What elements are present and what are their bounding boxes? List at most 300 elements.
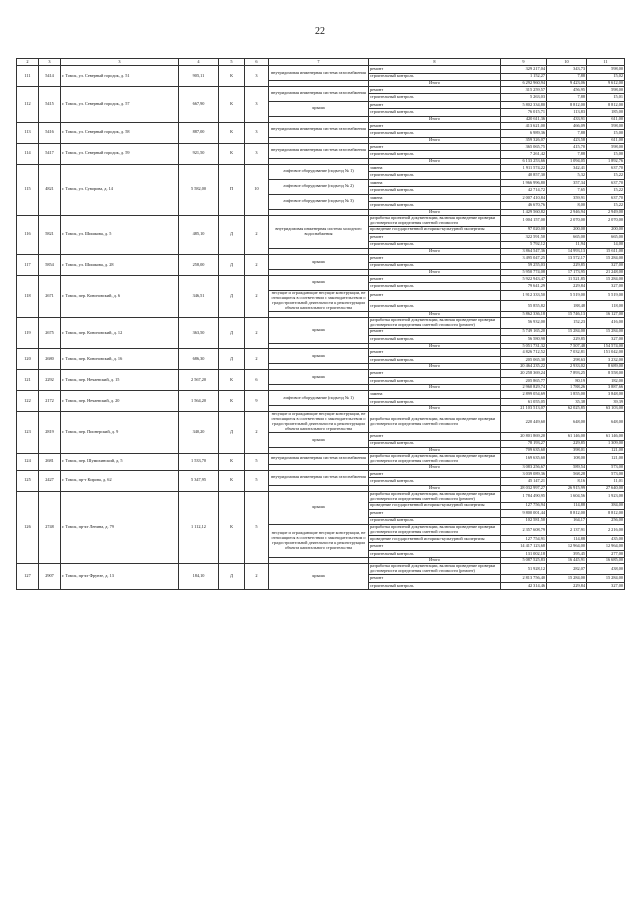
limit-cost-value: 611,00 (587, 116, 625, 122)
house-address: г. Томск, ул. Северный городок, д. 58 (61, 122, 179, 143)
house-address: г. Томск, ул. Северный городок, д. 59 (61, 143, 179, 164)
wall-type: К (219, 143, 245, 164)
cost-value: 127 756,94 (501, 502, 547, 510)
limit-cost-value: 11,01 (587, 478, 625, 486)
table-row (17, 370, 625, 378)
cost-value: 3 864 547,36 (501, 249, 547, 255)
unit-cost-value: 7,88 (547, 73, 587, 81)
unit-cost-value: 14 993,13 (547, 249, 587, 255)
table-row (17, 164, 625, 172)
cost-value: 169 635,60 (501, 453, 547, 464)
cost-value: 28 032 997,27 (501, 485, 547, 491)
total-label: Итого (369, 270, 501, 276)
limit-cost-value: 61 146,00 (587, 433, 625, 441)
unit-cost-value: 11 521,85 (547, 275, 587, 283)
house-area: 1 533,70 (179, 453, 219, 470)
unit-cost-value: 15 284,00 (547, 328, 587, 336)
service-label: ремонт (369, 143, 501, 151)
unit-cost-value: 7,65 (547, 187, 587, 195)
unit-cost-value: 2 137,91 (547, 525, 587, 536)
house-area: 485,10 (179, 215, 219, 254)
service-label: ремонт (369, 234, 501, 242)
cost-value: 5 749 165,20 (501, 328, 547, 336)
cost-value: 42 714,72 (501, 187, 547, 195)
cost-value: 21 103 513,07 (501, 406, 547, 412)
unit-cost-value: 648,00 (547, 412, 587, 433)
cost-value: 76 015,71 (501, 109, 547, 117)
limit-cost-value: 3 232,00 (587, 356, 625, 364)
floor-count: 10 (245, 164, 269, 215)
column-number-row (17, 59, 625, 66)
column-number: 8 (369, 59, 501, 66)
floor-count: 5 (245, 470, 269, 491)
limit-cost-value: 3 887,66 (587, 385, 625, 391)
limit-cost-value: 8 812,00 (587, 101, 625, 109)
floor-count: 2 (245, 215, 269, 254)
service-label: строительный контроль (369, 478, 501, 486)
cost-value: 131 002,18 (501, 550, 547, 558)
service-label: ремонт (369, 433, 501, 441)
table-row (17, 412, 625, 433)
cost-value: 45 147,21 (501, 478, 547, 486)
limit-cost-value: 637,70 (587, 179, 625, 187)
column-number: 10 (547, 59, 587, 66)
unit-cost-value: 13 572,17 (547, 255, 587, 263)
limit-cost-value: 15,00 (587, 130, 625, 138)
column-number: 3 (61, 59, 179, 66)
unit-cost-value: 35,38 (547, 398, 587, 406)
service-label: ремонт (369, 510, 501, 518)
table-row (17, 453, 625, 464)
work-type: несущие и ограждающие несущие конструкции, не относящиеся в соответствии с законодательством о градостроительной деятельности к реконструкции объекта капитального строительства (269, 290, 369, 311)
limit-cost-value: 15 284,00 (587, 275, 625, 283)
unit-cost-value: 1 855,00 (547, 391, 587, 399)
limit-cost-value: 2 070,00 (587, 215, 625, 226)
limit-cost-value: 327,00 (587, 262, 625, 270)
cost-value: 102 581,50 (501, 517, 547, 525)
row-number: 123 (17, 412, 39, 454)
row-number: 114 (17, 143, 39, 164)
house-code: 2748 (39, 491, 61, 564)
limit-cost-value: 1 892,76 (587, 158, 625, 164)
limit-cost-value: 27 640,00 (587, 485, 625, 491)
house-area: 686,30 (179, 349, 219, 370)
floor-count: 3 (245, 143, 269, 164)
unit-cost-value: 7,88 (547, 151, 587, 159)
unit-cost-value: 229,84 (547, 283, 587, 291)
total-label: Итого (369, 485, 501, 491)
row-number: 118 (17, 275, 39, 317)
column-number: 3 (39, 59, 61, 66)
cost-value: 3 039 089,36 (501, 470, 547, 478)
cost-value: 3 495 047,25 (501, 255, 547, 263)
work-type: внутридомовая инженерная система холодного водоснабжения (269, 215, 369, 248)
service-label: замена (369, 391, 501, 399)
service-label: строительный контроль (369, 202, 501, 210)
cost-value: 1 429 560,82 (501, 209, 547, 215)
cost-value: 20 258 369,24 (501, 370, 547, 378)
limit-cost-value: 15,22 (587, 172, 625, 180)
cost-value: 2 357 608,79 (501, 525, 547, 536)
limit-cost-value: 648,00 (587, 412, 625, 433)
unit-cost-value: 114,88 (547, 502, 587, 510)
unit-cost-value: 152,23 (547, 317, 587, 328)
cost-value: 20 801 869,20 (501, 433, 547, 441)
cost-value: 55 855,82 (501, 301, 547, 311)
floor-count: 2 (245, 564, 269, 590)
limit-cost-value: 573,00 (587, 464, 625, 470)
unit-cost-value: 164,17 (547, 517, 587, 525)
house-address: г. Томск, пер. Нечаевский, д. 15 (61, 370, 179, 391)
wall-type: К (219, 86, 245, 122)
limit-cost-value: 8 689,00 (587, 364, 625, 370)
wall-type: К (219, 66, 245, 87)
work-type: лифтовое оборудование (подъезд № 1) (269, 164, 369, 179)
limit-cost-value: 182,00 (587, 377, 625, 385)
wall-type: К (219, 391, 245, 412)
unit-cost-value: 589,54 (547, 464, 587, 470)
cost-value: 5 862 336,18 (501, 311, 547, 317)
limit-cost-value: 15,00 (587, 151, 625, 159)
service-label: ремонт (369, 122, 501, 130)
cost-value: 78 193,27 (501, 440, 547, 448)
house-address: г. Томск, пр-кт Фрунзе, д. 13 (61, 564, 179, 590)
house-address: г. Томск, пер. Пионерский, д. 9 (61, 412, 179, 454)
house-area: 887,00 (179, 122, 219, 143)
unit-cost-value: 12 964,00 (547, 543, 587, 551)
house-code: 2681 (39, 453, 61, 470)
wall-type: Д (219, 215, 245, 254)
total-label: Итого (369, 158, 501, 164)
unit-cost-value: 7 507,48 (547, 343, 587, 349)
limit-cost-value: 15,22 (587, 202, 625, 210)
unit-cost-value: 423,58 (547, 137, 587, 143)
floor-count: 9 (245, 391, 269, 412)
house-address: г. Томск, ул. Суворова, д. 14 (61, 164, 179, 215)
unit-cost-value: 229,85 (547, 336, 587, 344)
service-label: ремонт (369, 470, 501, 478)
house-code: 5854 (39, 255, 61, 276)
limit-cost-value: 16 127,00 (587, 311, 625, 317)
house-area: 5 347,95 (179, 470, 219, 491)
wall-type: К (219, 122, 245, 143)
table-row (17, 122, 625, 130)
unit-cost-value: 80,19 (547, 377, 587, 385)
limit-cost-value: 416,00 (587, 317, 625, 328)
service-label: строительный контроль (369, 550, 501, 558)
table-row (17, 391, 625, 399)
service-label: строительный контроль (369, 262, 501, 270)
house-address: г. Томск, ул. Шишкова, д. 5 (61, 215, 179, 254)
row-number: 117 (17, 255, 39, 276)
unit-cost-value: 2 070,00 (547, 215, 587, 226)
limit-cost-value: 611,00 (587, 137, 625, 143)
work-type: крыша (269, 275, 369, 290)
cost-value: 5 087 525,83 (501, 558, 547, 564)
house-area: 340,20 (179, 412, 219, 454)
total-label: Итого (369, 81, 501, 87)
limit-cost-value: 573,00 (587, 470, 625, 478)
column-number: 11 (587, 59, 625, 66)
service-label: ремонт (369, 255, 501, 263)
work-type: крыша (269, 491, 369, 524)
cost-value: 2 007 410,84 (501, 194, 547, 202)
limit-cost-value: 2 216,00 (587, 525, 625, 536)
cost-value: 1 004 157,00 (501, 215, 547, 226)
limit-cost-value: 118,00 (587, 301, 625, 311)
house-area: 5 582,00 (179, 164, 219, 215)
service-label: строительный контроль (369, 301, 501, 311)
cost-value: 20 464 235,22 (501, 364, 547, 370)
unit-cost-value: 568,28 (547, 470, 587, 478)
house-area: 363,50 (179, 317, 219, 349)
work-type: крыша (269, 370, 369, 385)
limit-cost-value: 3 848,00 (587, 391, 625, 399)
floor-count: 2 (245, 412, 269, 454)
cost-value: 413 621,00 (501, 122, 547, 130)
total-label: Итого (369, 343, 501, 349)
limit-cost-value: 21 248,00 (587, 270, 625, 276)
service-label: замена (369, 164, 501, 172)
row-number: 115 (17, 164, 39, 215)
work-type: лифтовое оборудование (подъезд № 3) (269, 194, 369, 209)
service-label: ремонт (369, 290, 501, 300)
limit-cost-value: 438,00 (587, 564, 625, 575)
cost-value: 7 261,42 (501, 151, 547, 159)
limit-cost-value: 200,00 (587, 226, 625, 234)
table-row (17, 66, 625, 74)
cost-value: 5 802 334,80 (501, 101, 547, 109)
work-type: внутридомовая инженерная система газоснабжения (269, 453, 369, 464)
limit-cost-value: 154 574,00 (587, 343, 625, 349)
limit-cost-value: 14,00 (587, 241, 625, 249)
unit-cost-value: 15 284,00 (547, 575, 587, 583)
wall-type: К (219, 370, 245, 391)
limit-cost-value: 2 949,00 (587, 209, 625, 215)
cost-value: 97 020,00 (501, 226, 547, 234)
service-label: строительный контроль (369, 241, 501, 249)
service-label: ремонт (369, 543, 501, 551)
work-type: внутридомовая инженерная система газоснабжения (269, 122, 369, 137)
house-address: г. Томск, пер. Нечаевский, д. 20 (61, 391, 179, 412)
unit-cost-value: 7,88 (547, 130, 587, 138)
table-row (17, 143, 625, 151)
cost-value: 420 611,36 (501, 116, 547, 122)
limit-cost-value: 63 103,00 (587, 406, 625, 412)
unit-cost-value: 108,00 (547, 453, 587, 464)
service-label: разработка проектной документации, включая проведение проверки достоверности определения сметной стоимости (ремонт) (369, 564, 501, 575)
floor-count: 5 (245, 453, 269, 470)
column-number: 9 (501, 59, 547, 66)
row-number: 111 (17, 66, 39, 87)
total-label: Итого (369, 209, 501, 215)
service-label: строительный контроль (369, 172, 501, 180)
cost-value: 220 449,60 (501, 412, 547, 433)
unit-cost-value: 433,91 (547, 116, 587, 122)
table-row (17, 349, 625, 357)
service-label: ремонт (369, 370, 501, 378)
service-label: ремонт (369, 328, 501, 336)
limit-cost-value: 327,00 (587, 582, 625, 590)
limit-cost-value: 598,00 (587, 66, 625, 74)
unit-cost-value: 26 915,99 (547, 485, 587, 491)
work-type: несущие и ограждающие несущие конструкции, не относящиеся в соответствии с законодательством о градостроительной деятельности к реконструкции объекта капитального строительства (269, 412, 369, 433)
cost-value: 2 813 756,40 (501, 575, 547, 583)
service-label: строительный контроль (369, 151, 501, 159)
cost-value: 46 670,76 (501, 202, 547, 210)
limit-cost-value: 1 923,00 (587, 491, 625, 502)
limit-cost-value: 121,00 (587, 448, 625, 454)
cost-value: 6 133 253,66 (501, 158, 547, 164)
service-label: разработка проектной документации, включая проведение проверки достоверности определения сметной стоимости (369, 215, 501, 226)
cost-value: 42 314,46 (501, 582, 547, 590)
row-number: 112 (17, 86, 39, 122)
table-row (17, 564, 625, 575)
cost-value: 1 912 333,50 (501, 290, 547, 300)
cost-value: 9 800 001,44 (501, 510, 547, 518)
limit-cost-value: 637,70 (587, 164, 625, 172)
service-label: строительный контроль (369, 73, 501, 81)
cost-value: 5 792,12 (501, 241, 547, 249)
cost-value: 315 259,57 (501, 86, 547, 94)
cost-value: 6 989,36 (501, 130, 547, 138)
house-area: 667,90 (179, 86, 219, 122)
cost-value: 127 754,91 (501, 535, 547, 543)
limit-cost-value: 15 611,00 (587, 249, 625, 255)
cost-value: 359 326,07 (501, 137, 547, 143)
unit-cost-value: 466,09 (547, 122, 587, 130)
cost-value: 5 263,03 (501, 94, 547, 102)
cost-value: 5 922 943,47 (501, 275, 547, 283)
unit-cost-value: 8,00 (547, 202, 587, 210)
house-area: 2 567,20 (179, 370, 219, 391)
unit-cost-value: 282,07 (547, 564, 587, 575)
service-label: ремонт (369, 66, 501, 74)
wall-type: Д (219, 255, 245, 276)
cost-value: 56 932,00 (501, 317, 547, 328)
cost-value: 365 065,75 (501, 143, 547, 151)
floor-count: 3 (245, 122, 269, 143)
house-area: 921,50 (179, 143, 219, 164)
floor-count: 2 (245, 255, 269, 276)
house-area: 1 564,20 (179, 391, 219, 412)
limit-cost-value: 256,00 (587, 517, 625, 525)
limit-cost-value: 16 685,00 (587, 558, 625, 564)
unit-cost-value: 113,83 (547, 109, 587, 117)
service-label: разработка проектной документации, включая проведение проверки достоверности определения сметной стоимости (ремонт) (369, 317, 501, 328)
unit-cost-value: 357,34 (547, 179, 587, 187)
house-code: 5416 (39, 122, 61, 143)
service-label: разработка проектной документации, включая проведение проверки достоверности определения сметной стоимости (369, 412, 501, 433)
house-code: 2819 (39, 412, 61, 454)
house-area: 1 112,12 (179, 491, 219, 564)
row-number: 126 (17, 491, 39, 564)
service-label: строительный контроль (369, 109, 501, 117)
unit-cost-value: 5,32 (547, 172, 587, 180)
work-type: внутридомовая инженерная система газоснабжения (269, 86, 369, 101)
cost-value: 1 784 490,95 (501, 491, 547, 502)
unit-cost-value: 2 946,94 (547, 209, 587, 215)
house-code: 2427 (39, 470, 61, 491)
unit-cost-value: 15 746,13 (547, 311, 587, 317)
limit-cost-value: 8 812,00 (587, 510, 625, 518)
house-code: 2172 (39, 391, 61, 412)
unit-cost-value: 1 094,05 (547, 158, 587, 164)
cost-value: 1 152,27 (501, 73, 547, 81)
total-label: Итого (369, 558, 501, 564)
limit-cost-value: 598,00 (587, 122, 625, 130)
total-label: Итого (369, 137, 501, 143)
unit-cost-value: 7,88 (547, 94, 587, 102)
limit-cost-value: 277,00 (587, 550, 625, 558)
limit-cost-value: 1 309,00 (587, 440, 625, 448)
house-code: 5414 (39, 66, 61, 87)
service-label: строительный контроль (369, 283, 501, 291)
table-row (17, 215, 625, 226)
unit-cost-value: 9 423,06 (547, 81, 587, 87)
cost-value: 14 417 123,68 (501, 543, 547, 551)
unit-cost-value: 398,01 (547, 448, 587, 454)
house-address: г. Томск, пер. Кононовский, д. 6 (61, 275, 179, 317)
unit-cost-value: 359,91 (547, 194, 587, 202)
total-label: Итого (369, 464, 501, 470)
work-type: лифтовое оборудование (подъезд № 1) (269, 391, 369, 406)
column-number: 5 (219, 59, 245, 66)
cost-value: 1 911 574,22 (501, 164, 547, 172)
limit-cost-value: 15,01 (587, 94, 625, 102)
wall-type: Д (219, 317, 245, 349)
unit-cost-value: 1 604,56 (547, 491, 587, 502)
cost-value: 1 966 996,80 (501, 179, 547, 187)
service-label: строительный контроль (369, 582, 501, 590)
row-number: 124 (17, 453, 39, 470)
table-row (17, 255, 625, 263)
floor-count: 6 (245, 370, 269, 391)
cost-value: 6 292 960,94 (501, 81, 547, 87)
house-code: 2671 (39, 275, 61, 317)
table-row (17, 317, 625, 328)
house-code: 5415 (39, 86, 61, 122)
house-address: г. Томск, ул. Северный городок, д. 57 (61, 86, 179, 122)
service-label: проведение государственной историко-культурной экспертизы (369, 535, 501, 543)
work-type: крыша (269, 101, 369, 116)
cost-value: 322 591,50 (501, 234, 547, 242)
limit-cost-value: 5 519,00 (587, 290, 625, 300)
limit-cost-value: 435,00 (587, 535, 625, 543)
unit-cost-value: 2 933,02 (547, 364, 587, 370)
limit-cost-value: 151 042,00 (587, 349, 625, 357)
service-label: строительный контроль (369, 377, 501, 385)
wall-type: К (219, 453, 245, 470)
cost-value: 61 055,05 (501, 398, 547, 406)
limit-cost-value: 12 964,00 (587, 543, 625, 551)
service-label: строительный контроль (369, 336, 501, 344)
column-number: 6 (245, 59, 269, 66)
wall-type: Д (219, 564, 245, 590)
house-code: 2680 (39, 349, 61, 370)
unit-cost-value: 415,70 (547, 143, 587, 151)
total-label: Итого (369, 385, 501, 391)
unit-cost-value: 395,45 (547, 550, 587, 558)
house-code: 2907 (39, 564, 61, 590)
service-label: разработка проектной документации, включая проведение проверки достоверности определения сметной стоимости (369, 453, 501, 464)
wall-type: Д (219, 412, 245, 454)
wall-type: П (219, 164, 245, 215)
service-label: проведение государственной историко-культурной экспертизы (369, 226, 501, 234)
limit-cost-value: 15,02 (587, 73, 625, 81)
unit-cost-value: 8,16 (547, 478, 587, 486)
unit-cost-value: 7 032,81 (547, 349, 587, 357)
